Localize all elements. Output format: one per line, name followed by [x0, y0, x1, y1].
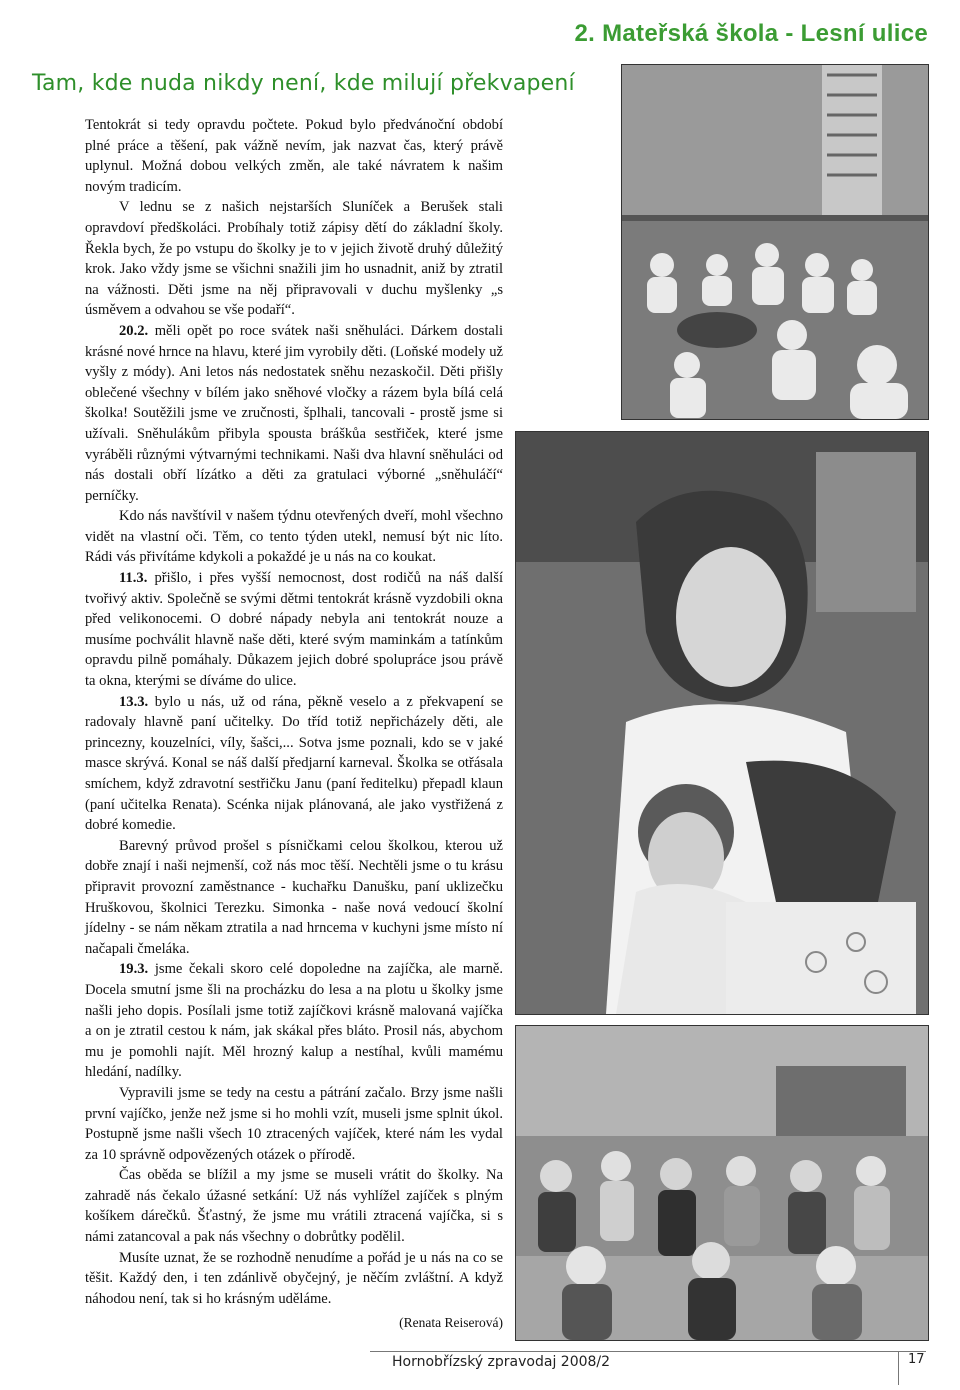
paragraph: Musíte uznat, že se rozhodně nenudíme a pořád je u nás na co se těšit. Každý den, i ten zdánlivě obyčejný, je něčím zvláštní. A když náhodou není, tak si ho krásným uděláme.: [85, 1249, 503, 1307]
paragraph: Vypravili jsme se tedy na cestu a pátrání začalo. Brzy jsme našli první vajíčko, jenže než jsme si ho mohli vzít, museli jsme splnit úkol. Postupně jsme našli všech 10 ztracených vajíček, které nám les vydal za 10 správně odpovězených otázek o přírodě.: [85, 1084, 503, 1163]
section-title: 2. Mateřská škola - Lesní ulice: [574, 20, 928, 47]
photo-boy-cutting-paper: [515, 431, 929, 1015]
photo-carnival-children-image: [516, 1026, 928, 1340]
author-signature: (Renata Reiserová): [399, 1315, 503, 1331]
photo-carnival-children: [515, 1025, 929, 1341]
paragraph: V lednu se z našich nejstarších Sluníček a Berušek stali opravdoví předškoláci. Probíhaly totiž zápisy dětí do základní školy. Řekla bych, že po vstupu do školky je to v jejich životě druhý důležitý krok. Jako vždy jsme se všichni snažili jim ho usnadnit, aniž by ztratil na vážnosti. Děti jsme na něj připravovali v duchu myšlenky „s úsměvem a odvahou se vše podaří“.: [85, 199, 503, 319]
paragraph: 11.3. přišlo, i přes vyšší nemocnost, dost rodičů na náš další tvořivý aktiv. Společně se svými dětmi tentokrát krásně vyzdobili okna před velikonocemi. O dobré nápady nebyla ani tentokrát nouze a musíme pochválit hlavně naše děti, které svým maminkám a tatínkům opravdu pilně pomáhaly. Důkazem jejich dobré spolupráce jsou právě ta okna, kterými se díváme do ulice.: [85, 570, 503, 690]
paragraph: 20.2. měli opět po roce svátek naši sněhuláci. Dárkem dostali krásné nové hrnce na hlavu, které jim vyrobily děti. (Loňské modely už vyšly z módy). Ani letos nás nedostatek sněhu nezaskočil. Děti přišly oblečené všechny v bílém jako sněhové vločky a rázem byla bílá celá školka! Soutěžili jsme ve zručnosti, šplhali, tancovali - prostě jsme si užívali. Sněhulákům přibyla spousta bráškůa sestřiček, které jsme vyráběli různými výtvarnými technikami. Naši dva hlavní sněhuláci od nás dostali obří lízátko a děti za gratulaci výborné „sněhuláčí“ perníčky.: [85, 322, 503, 504]
photo-boy-cutting-paper-image: [516, 432, 928, 1014]
photo-children-in-white: [621, 64, 929, 420]
paragraph: Barevný průvod prošel s písničkami celou školkou, kterou už dobře znají i naši nejmenší, což nás moc těší. Nechtěli jsme o tu krásu připravit provozní zaměstnance - kuchařku Danušku, paní uklizečku Hruškovou, školnici Terezku. Simonka - naše nová vedoucí školní jídelny - se nám někam ztratila a nad hrncema v kuchyni jsme místo ní načapali čmeláka.: [85, 837, 503, 957]
article-title: Tam, kde nuda nikdy není, kde milují překvapení: [32, 71, 575, 96]
article-body: [85, 115, 503, 1334]
page-number: 17: [908, 1352, 925, 1367]
page-number-divider: [898, 1351, 899, 1385]
photo-children-in-white-image: [622, 65, 928, 419]
footer-divider: [370, 1351, 926, 1352]
paragraph: 13.3. bylo u nás, už od rána, pěkně veselo a z překvapení se radovaly hlavně paní učitelky. Do tříd totiž nepřicházely děti, ale princezny, kouzelníci, víly, šašci,... Sotva jsme poznali, kdo se v jaké masce skrývá. Konal se náš další předjarní karneval. Školka se otřásala smíchem, když zdravotní sestřičku Janu (paní ředitelku) přepadl klaun (paní učitelka Renata). Scénka nijak plánovaná, ale jako vystřižená z dobré komedie.: [85, 693, 503, 834]
paragraph: Čas oběda se blížil a my jsme se museli vrátit do školky. Na zahradě nás čekalo úžasné setkání: Už nás vyhlížel zajíček s plným košíkem dárečků. Šťastný, že jsme mu vrátili ztracená vajíčka, si s námi zatancoval a pak nás všechny o dobrůtky podělil.: [85, 1167, 503, 1246]
paragraph: Tentokrát si tedy opravdu počtete. Pokud bylo předvánoční období plné práce a těšení, pak vážně nevím, jak nazvat čas, který právě uplynul. Možná dobou velkých změn, ale také návratem k našim novým tradicím.: [85, 117, 503, 195]
footer-publication: Hornobřízský zpravodaj 2008/2: [392, 1354, 611, 1370]
paragraph: 19.3. jsme čekali skoro celé dopoledne na zajíčka, ale marně. Docela smutní jsme šli na procházku do lesa a na plotu u školky jsme našli jeho dopis. Posílali jsme totiž zajíčkovi krásně malovaná vajíčka a on je ztratil cestou k nám, jak skákal přes bláto. Prosil nás, abychom mu je pomohli najít. Měl hrozný kalup a nestíhal, kvůli mamému hledání, nadílky.: [85, 961, 503, 1081]
paragraph: Kdo nás navštívil v našem týdnu otevřených dveří, mohl všechno vidět na vlastní oči. Těm, co tento týden utekl, nemusí být nic líto. Rádi vás přivítáme kdykoli a pokaždé je u nás na co koukat.: [85, 508, 503, 566]
